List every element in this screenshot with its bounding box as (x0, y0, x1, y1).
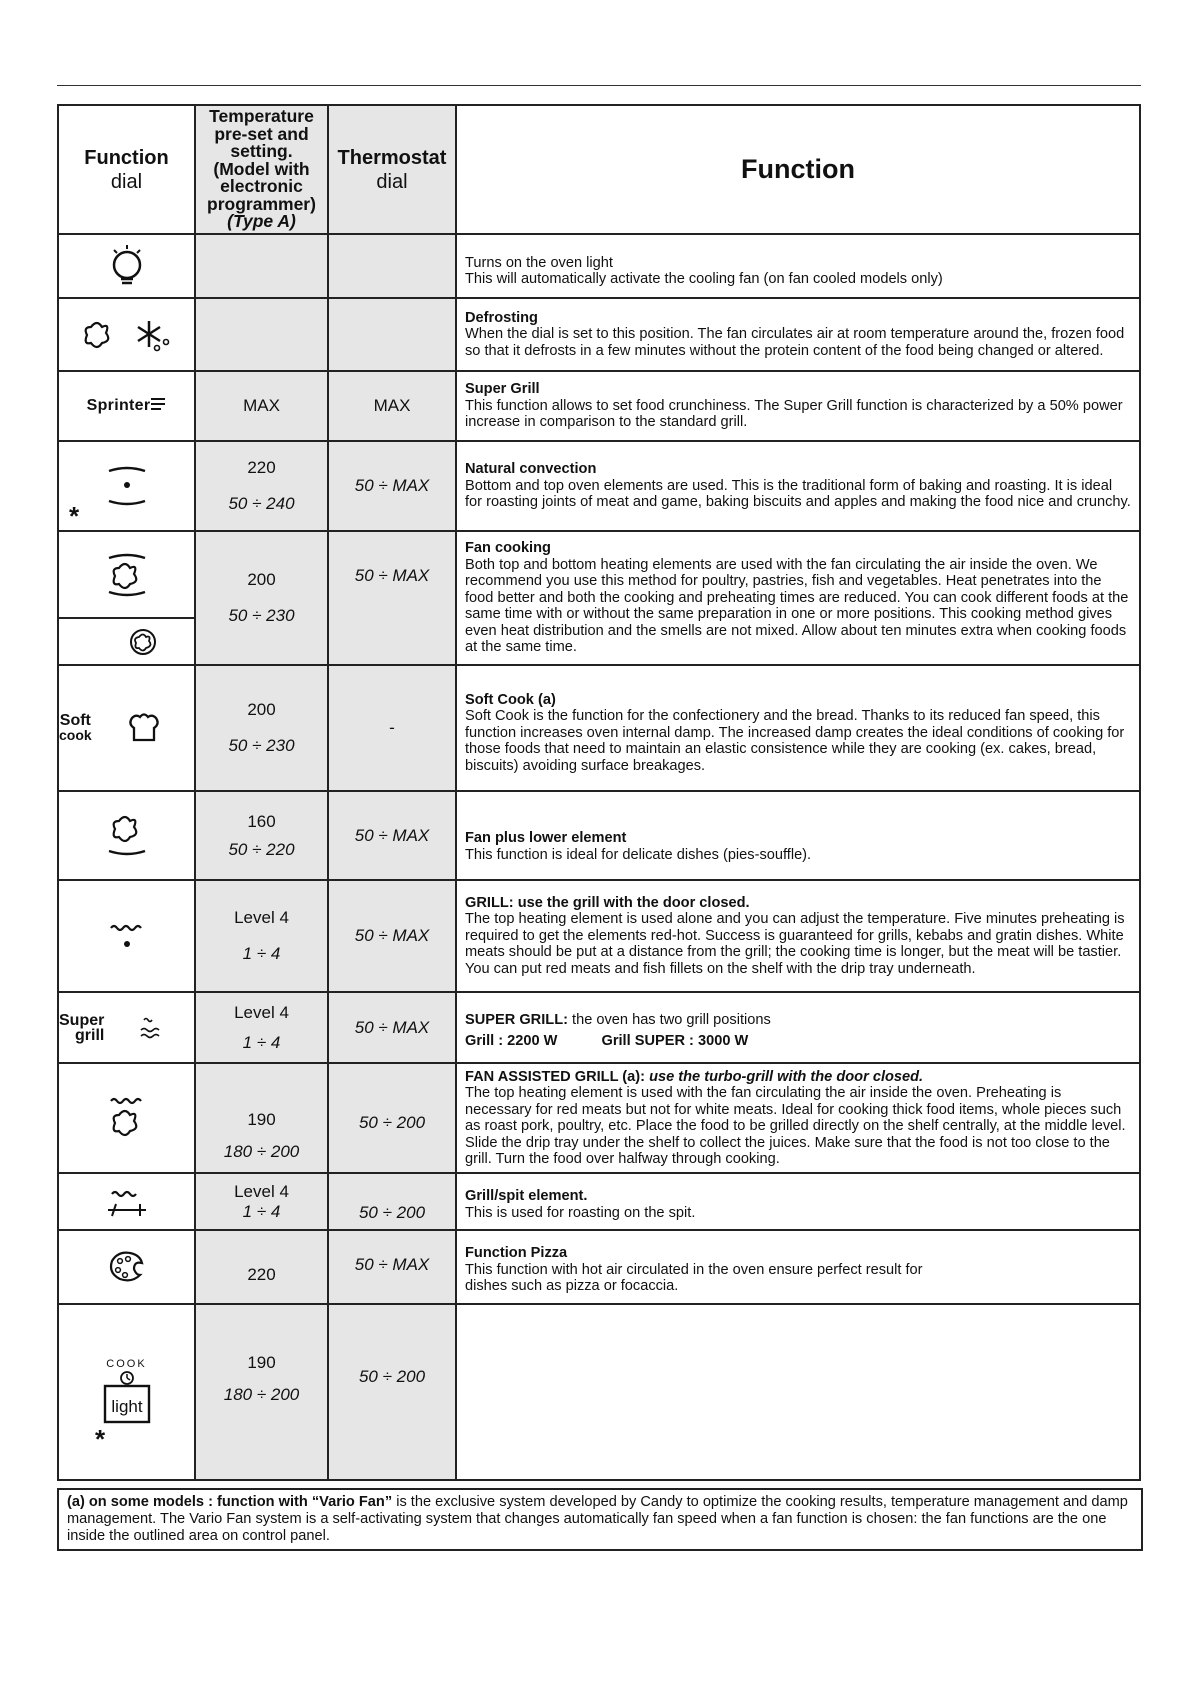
super-grill-icon (59, 1013, 194, 1043)
thermo-cell (328, 1173, 456, 1230)
fan-circle-icon (129, 628, 157, 656)
table-row (58, 298, 1140, 371)
thermo-cell (328, 441, 456, 531)
desc-text: This function allows to set food crunchiness. The Super Grill function is characterized by a 50% power increase in comparison to the standard grill. (465, 397, 1123, 431)
temp-value: 160 (247, 811, 276, 831)
desc-text: the oven has two grill positions (572, 1012, 771, 1028)
desc-text: Bottom and top oven elements are used. This is the traditional form of baking and roasting. It is ideal for roasting joints of meat and game, baking biscuits and apples and making the food nice and crunchy. (465, 477, 1131, 511)
desc-text: Soft Cook is the function for the confectionery and the bread. Thanks to its reduced fan speed, this function increases oven internal damp. The increased damp creates the ideal conditions of cooking for those foods that need to maintain an elastic consistence while they are cooking (ex. cakes, bread, biscuits) avoiding surface breakages. (465, 708, 1125, 774)
header-temp-line: electronic (220, 176, 303, 197)
desc-title: Natural convection (465, 461, 597, 478)
thermo-cell (328, 1304, 456, 1480)
temp-range: 180 ÷ 200 (223, 1385, 300, 1404)
temp-range: 180 ÷ 200 (223, 1142, 300, 1161)
temp-value: Level 4 (234, 1002, 289, 1022)
table-row (58, 1304, 1140, 1480)
temp-value: 200 (247, 570, 276, 589)
desc-cell (456, 371, 1140, 441)
table-row (58, 1230, 1140, 1304)
desc-text: This is used for roasting on the spit. (465, 1204, 696, 1221)
grill-spit-icon (102, 1186, 152, 1218)
header-temp-line: Temperature (209, 106, 314, 127)
fan-cooking-top (59, 532, 194, 619)
desc-text: This function is ideal for delicate dishes (pies-souffle). (465, 846, 812, 863)
cook-light-icon (99, 1358, 155, 1426)
table-row (58, 531, 1140, 665)
table-header (58, 105, 1140, 234)
temp-cell (195, 441, 328, 531)
thermo-value: 50 ÷ MAX (354, 1255, 430, 1274)
table-row (58, 371, 1140, 441)
header-dial-line2: dial (110, 170, 143, 193)
defrost-icon (77, 315, 177, 355)
thermo-value: - (389, 718, 395, 737)
dial-cell (58, 1230, 195, 1304)
fan-cooking-icon (105, 552, 149, 598)
cook-light-label-text: light (110, 1397, 143, 1416)
thermo-cell (328, 880, 456, 992)
desc-text: This function with hot air circulated in the oven ensure perfect result for (465, 1261, 923, 1278)
asterisk-note: * (69, 501, 80, 531)
desc-title: GRILL: use the grill with the door closed. (465, 894, 750, 911)
footnote (57, 1488, 1143, 1551)
table-row (58, 992, 1140, 1063)
dial-cell (58, 234, 195, 298)
header-thermostat (328, 105, 456, 234)
temp-value: MAX (243, 396, 280, 415)
dial-cell (58, 1063, 195, 1173)
thermo-cell (328, 371, 456, 441)
natural-convection-icon (105, 463, 149, 509)
wave-icon (140, 1015, 160, 1041)
table-row (58, 791, 1140, 880)
desc-title-italic: use the turbo-grill with the door closed. (649, 1068, 924, 1085)
pizza-icon (106, 1249, 148, 1285)
header-thermo-line1: Thermostat (337, 146, 447, 169)
function-table (57, 104, 1141, 1481)
temp-value: 220 (247, 1265, 276, 1284)
temp-cell (195, 531, 328, 665)
header-thermo-line2: dial (376, 170, 408, 193)
temp-value: 220 (247, 458, 276, 477)
soft-cook-label: Soft (59, 712, 91, 729)
thermo-value: 50 ÷ MAX (354, 926, 430, 945)
desc-cell (456, 298, 1140, 371)
header-dial-line1: Function (84, 146, 169, 169)
desc-text: The top heating element is used with the fan circulating the air inside the oven. Preheating is necessary for red meats but not for white meats. Ideal for cooking thick food items, whole pieces such as roast pork, poultry, etc. Place the food to be grilled directly on the shelf centrally, at the middle level. Slide the drip tray under the shelf to collect the juices. Make sure that the food is not too close to the grill. Turn the food over halfway through cooking. (465, 1085, 1126, 1167)
thermo-value: 50 ÷ MAX (354, 825, 430, 845)
cook-light-label: COOK (106, 1358, 147, 1370)
super-grill-label: grill (75, 1026, 105, 1044)
table-row (58, 234, 1140, 298)
oven-light-icon (107, 243, 147, 289)
desc-title: Soft Cook (a) (465, 691, 556, 708)
thermo-value: 50 ÷ 200 (358, 1203, 426, 1222)
temp-range: 1 ÷ 4 (242, 1032, 281, 1052)
desc-title: FAN ASSISTED GRILL (a): (465, 1068, 645, 1085)
desc-title: Grill/spit element. (465, 1188, 588, 1204)
temp-cell (195, 791, 328, 880)
desc-title: Fan plus lower element (465, 830, 627, 846)
thermo-value: 50 ÷ 200 (358, 1113, 426, 1132)
asterisk-note: * (95, 1424, 106, 1454)
temp-value: 200 (247, 700, 276, 719)
table-row (58, 880, 1140, 992)
desc-cell (456, 1173, 1140, 1230)
power-value: Grill SUPER : 3000 W (601, 1032, 749, 1049)
header-temp-line: programmer) (207, 193, 316, 214)
table-row (58, 441, 1140, 531)
desc-cell (456, 234, 1140, 298)
thermo-cell (328, 298, 456, 371)
header-temp-line: pre-set and (214, 123, 309, 144)
grill-icon (105, 918, 149, 954)
temp-cell (195, 1063, 328, 1173)
thermo-cell (328, 1063, 456, 1173)
thermo-value: 50 ÷ MAX (354, 1017, 430, 1037)
desc-cell (456, 441, 1140, 531)
header-temp-line: setting. (230, 141, 293, 162)
desc-cell (456, 1063, 1140, 1173)
header-function: Function (456, 105, 1140, 234)
header-temp-type: (Type A) (227, 211, 296, 232)
temp-range: 50 ÷ 230 (228, 606, 295, 625)
desc-text: Both top and bottom heating elements are used with the fan circulating the air inside the oven. We recommend you use this method for poultry, pastries, fish and vegetables. Heat penetrates into the food better and both the cooking and preheating times are reduced. You can cook different foods at the same time with or without the same preparation in one or more positions. This cooking method gives even heat distribution and the smells are not mixed. Allow about ten minutes extra when cooking foods at the same time. (465, 556, 1129, 656)
desc-title: Defrosting (465, 309, 538, 326)
desc-title: Super Grill (465, 381, 540, 398)
temp-range: 50 ÷ 230 (228, 736, 295, 755)
temp-range: 1 ÷ 4 (242, 1201, 281, 1221)
temp-value: 190 (247, 1353, 276, 1372)
temp-value: Level 4 (234, 1181, 289, 1201)
temp-cell (195, 992, 328, 1063)
desc-text: When the dial is set to this position. The fan circulates air at room temperature around the, frozen food so that it defrosts in a few minutes without the protein content of the food being changed or altered. (465, 326, 1125, 359)
thermo-cell (328, 791, 456, 880)
dial-cell (58, 992, 195, 1063)
dial-cell (58, 791, 195, 880)
desc-cell (456, 1304, 1140, 1480)
temp-cell (195, 1230, 328, 1304)
thermo-value: 50 ÷ MAX (354, 476, 430, 495)
sprinter-label: Sprinter (86, 397, 151, 414)
temp-range: 50 ÷ 240 (228, 494, 295, 513)
dial-cell (58, 665, 195, 791)
desc-title: Function Pizza (465, 1245, 568, 1262)
power-value: Grill : 2200 W (465, 1032, 558, 1049)
header-function-dial (58, 105, 195, 234)
thermo-cell (328, 992, 456, 1063)
thermo-cell (328, 234, 456, 298)
top-rule (57, 85, 1141, 86)
sprinter-icon (150, 397, 166, 411)
temp-range: 50 ÷ 220 (228, 839, 295, 859)
desc-cell (456, 992, 1140, 1063)
temp-cell (195, 371, 328, 441)
temp-cell (195, 1304, 328, 1480)
dial-cell (58, 371, 195, 441)
header-temperature (195, 105, 328, 234)
desc-cell (456, 791, 1140, 880)
desc-cell (456, 665, 1140, 791)
thermo-cell (328, 665, 456, 791)
desc-text: dishes such as pizza or focaccia. (465, 1278, 679, 1295)
table-row (58, 665, 1140, 791)
soft-cook-label: cook (59, 727, 92, 743)
super-grill-label: Super (59, 1011, 105, 1029)
temp-cell (195, 665, 328, 791)
temp-value: 190 (247, 1110, 276, 1129)
thermo-value: MAX (373, 396, 411, 415)
desc-text: The top heating element is used alone and you can adjust the temperature. Five minutes preheating is required to get the elements red-hot. Success is guaranteed for grills, kebabs and gratin dishes. White meats should be put at a distance from the grill; the cooking time is longer, but the meat will be tastier. You can put red meats and fish fillets on the shelf with the drip tray underneath. (465, 911, 1125, 977)
thermo-value: 50 ÷ MAX (354, 566, 430, 585)
thermo-cell (328, 531, 456, 665)
temp-cell (195, 298, 328, 371)
dial-cell (58, 1304, 195, 1480)
desc-cell (456, 531, 1140, 665)
thermo-value: 50 ÷ 200 (358, 1367, 426, 1386)
dial-cell (58, 298, 195, 371)
fan-assisted-grill-icon (105, 1095, 149, 1141)
thermo-cell (328, 1230, 456, 1304)
desc-line: This will automatically activate the cooling fan (on fan cooled models only) (465, 271, 943, 287)
desc-title: Fan cooking (465, 540, 551, 557)
footnote-text: is the exclusive system developed by Candy to optimize the cooking results, temperature management and damp management. The Vario Fan system is a self-activating system that changes automatically fan speed when a fan function is chosen: the fan functions are the one inside the outlined area on control panel. (67, 1494, 1128, 1544)
header-temp-line: (Model with (213, 158, 310, 179)
dial-cell (58, 531, 195, 665)
desc-line: Turns on the oven light (465, 254, 613, 271)
dial-cell (58, 1173, 195, 1230)
table-row (58, 1063, 1140, 1173)
temp-cell (195, 234, 328, 298)
fan-lower-element-icon (105, 813, 149, 859)
timer-box-icon (101, 1370, 153, 1426)
temp-value: Level 4 (234, 908, 289, 927)
table-row (58, 1173, 1140, 1230)
temp-cell (195, 1173, 328, 1230)
temp-cell (195, 880, 328, 992)
fan-cooking-bottom (59, 619, 194, 664)
desc-cell (456, 880, 1140, 992)
dial-cell (58, 880, 195, 992)
footnote-lead: (a) on some models : function with “Vario Fan” (67, 1494, 393, 1510)
desc-title: SUPER GRILL: (465, 1012, 568, 1028)
soft-cook-icon (59, 712, 194, 744)
chef-hat-icon (127, 712, 161, 744)
dial-cell (58, 441, 195, 531)
temp-range: 1 ÷ 4 (242, 944, 281, 963)
desc-cell (456, 1230, 1140, 1304)
